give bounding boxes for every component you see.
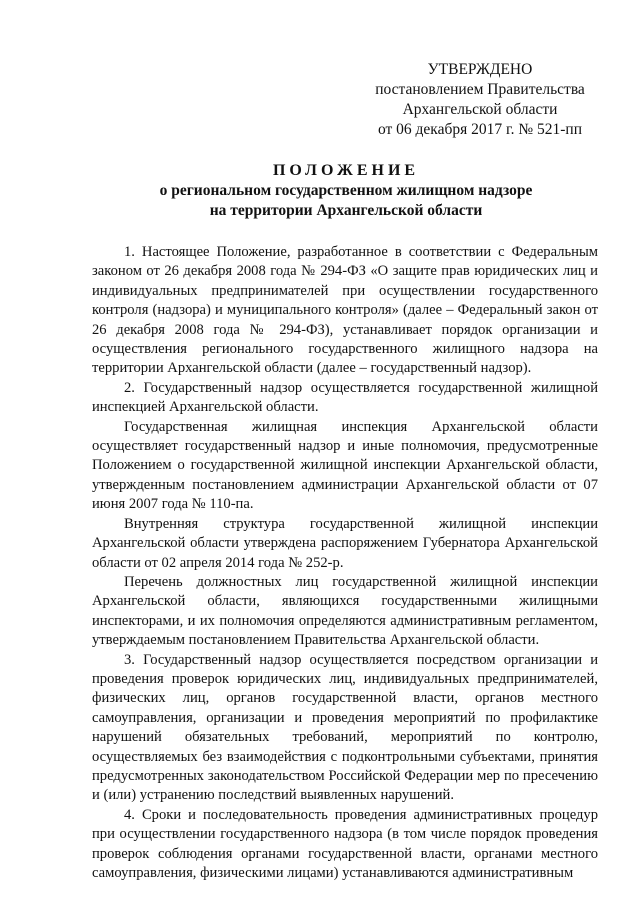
- approval-region: Архангельской области: [402, 101, 558, 118]
- document-subject-line-2: на территории Архангельской области: [209, 202, 483, 219]
- approval-date-number: от 06 декабря 2017 г. № 521-пп: [377, 121, 583, 138]
- paragraph-1: 1. Настоящее Положение, разработанное в соответствии с Федеральным законом от 26 декабря 2008 года № 294-ФЗ «О защите прав юридических лиц и индивидуальных предпринимателей при осуществлении государственного контроля (надзора) и муниципального контроля» (далее – Федеральный закон от 26 декабря 2008 года № 294-ФЗ), устанавливает порядок организации и осуществления регионального государственного жилищного надзора на территории Архангельской области (далее – государственный надзор).: [92, 244, 598, 377]
- document-type-heading: ПОЛОЖЕНИЕ: [272, 162, 420, 179]
- paragraph-7: 4. Сроки и последовательность проведения административных процедур при осуществлении государственного надзора (в том числе порядок проведения проверок соблюдения органами государственной власти, органами местного самоуправления, физическими лицами) устанавливаются административным: [92, 806, 598, 881]
- approval-authority: постановлением Правительства: [375, 81, 585, 98]
- document-title: [80, 161, 612, 221]
- document-body: [92, 243, 598, 883]
- paragraph-5: Перечень должностных лиц государственной жилищной инспекции Архангельской области, являющихся государственными жилищными инспекторами, и их полномочия определяются административным регламентом, утверждаемым постановлением Правительства Архангельской области.: [92, 573, 598, 649]
- paragraph-6: 3. Государственный надзор осуществляется посредством организации и проведения проверок юридических лиц, индивидуальных предпринимателей, физических лиц, органов государственной власти, органов местного самоуправления, организации и проведения мероприятий по профилактике нарушений обязательных требований, мероприятий по контролю, осуществляемых без взаимодействия с подконтрольными субъектами, принятия предусмотренных законодательством Российской Федерации мер по пресечению и (или) устранению последствий выявленных нарушений.: [92, 651, 598, 804]
- paragraph-4: Внутренняя структура государственной жилищной инспекции Архангельской области утверждена распоряжением Губернатора Архангельской области от 02 апреля 2014 года № 252-р.: [92, 515, 598, 571]
- paragraph-3: Государственная жилищная инспекция Архангельской области осуществляет государственный надзор и иные полномочия, предусмотренные Положением о государственной жилищной инспекции Архангельской области, утвержденным постановлением администрации Архангельской области от 07 июня 2007 года № 110-па.: [92, 418, 598, 513]
- approval-stamp: [360, 60, 600, 140]
- document-subject-line-1: о региональном государственном жилищном надзоре: [159, 182, 533, 199]
- approval-heading: УТВЕРЖДЕНО: [427, 61, 533, 78]
- paragraph-2: 2. Государственный надзор осуществляется государственной жилищной инспекцией Архангельской области.: [92, 379, 598, 416]
